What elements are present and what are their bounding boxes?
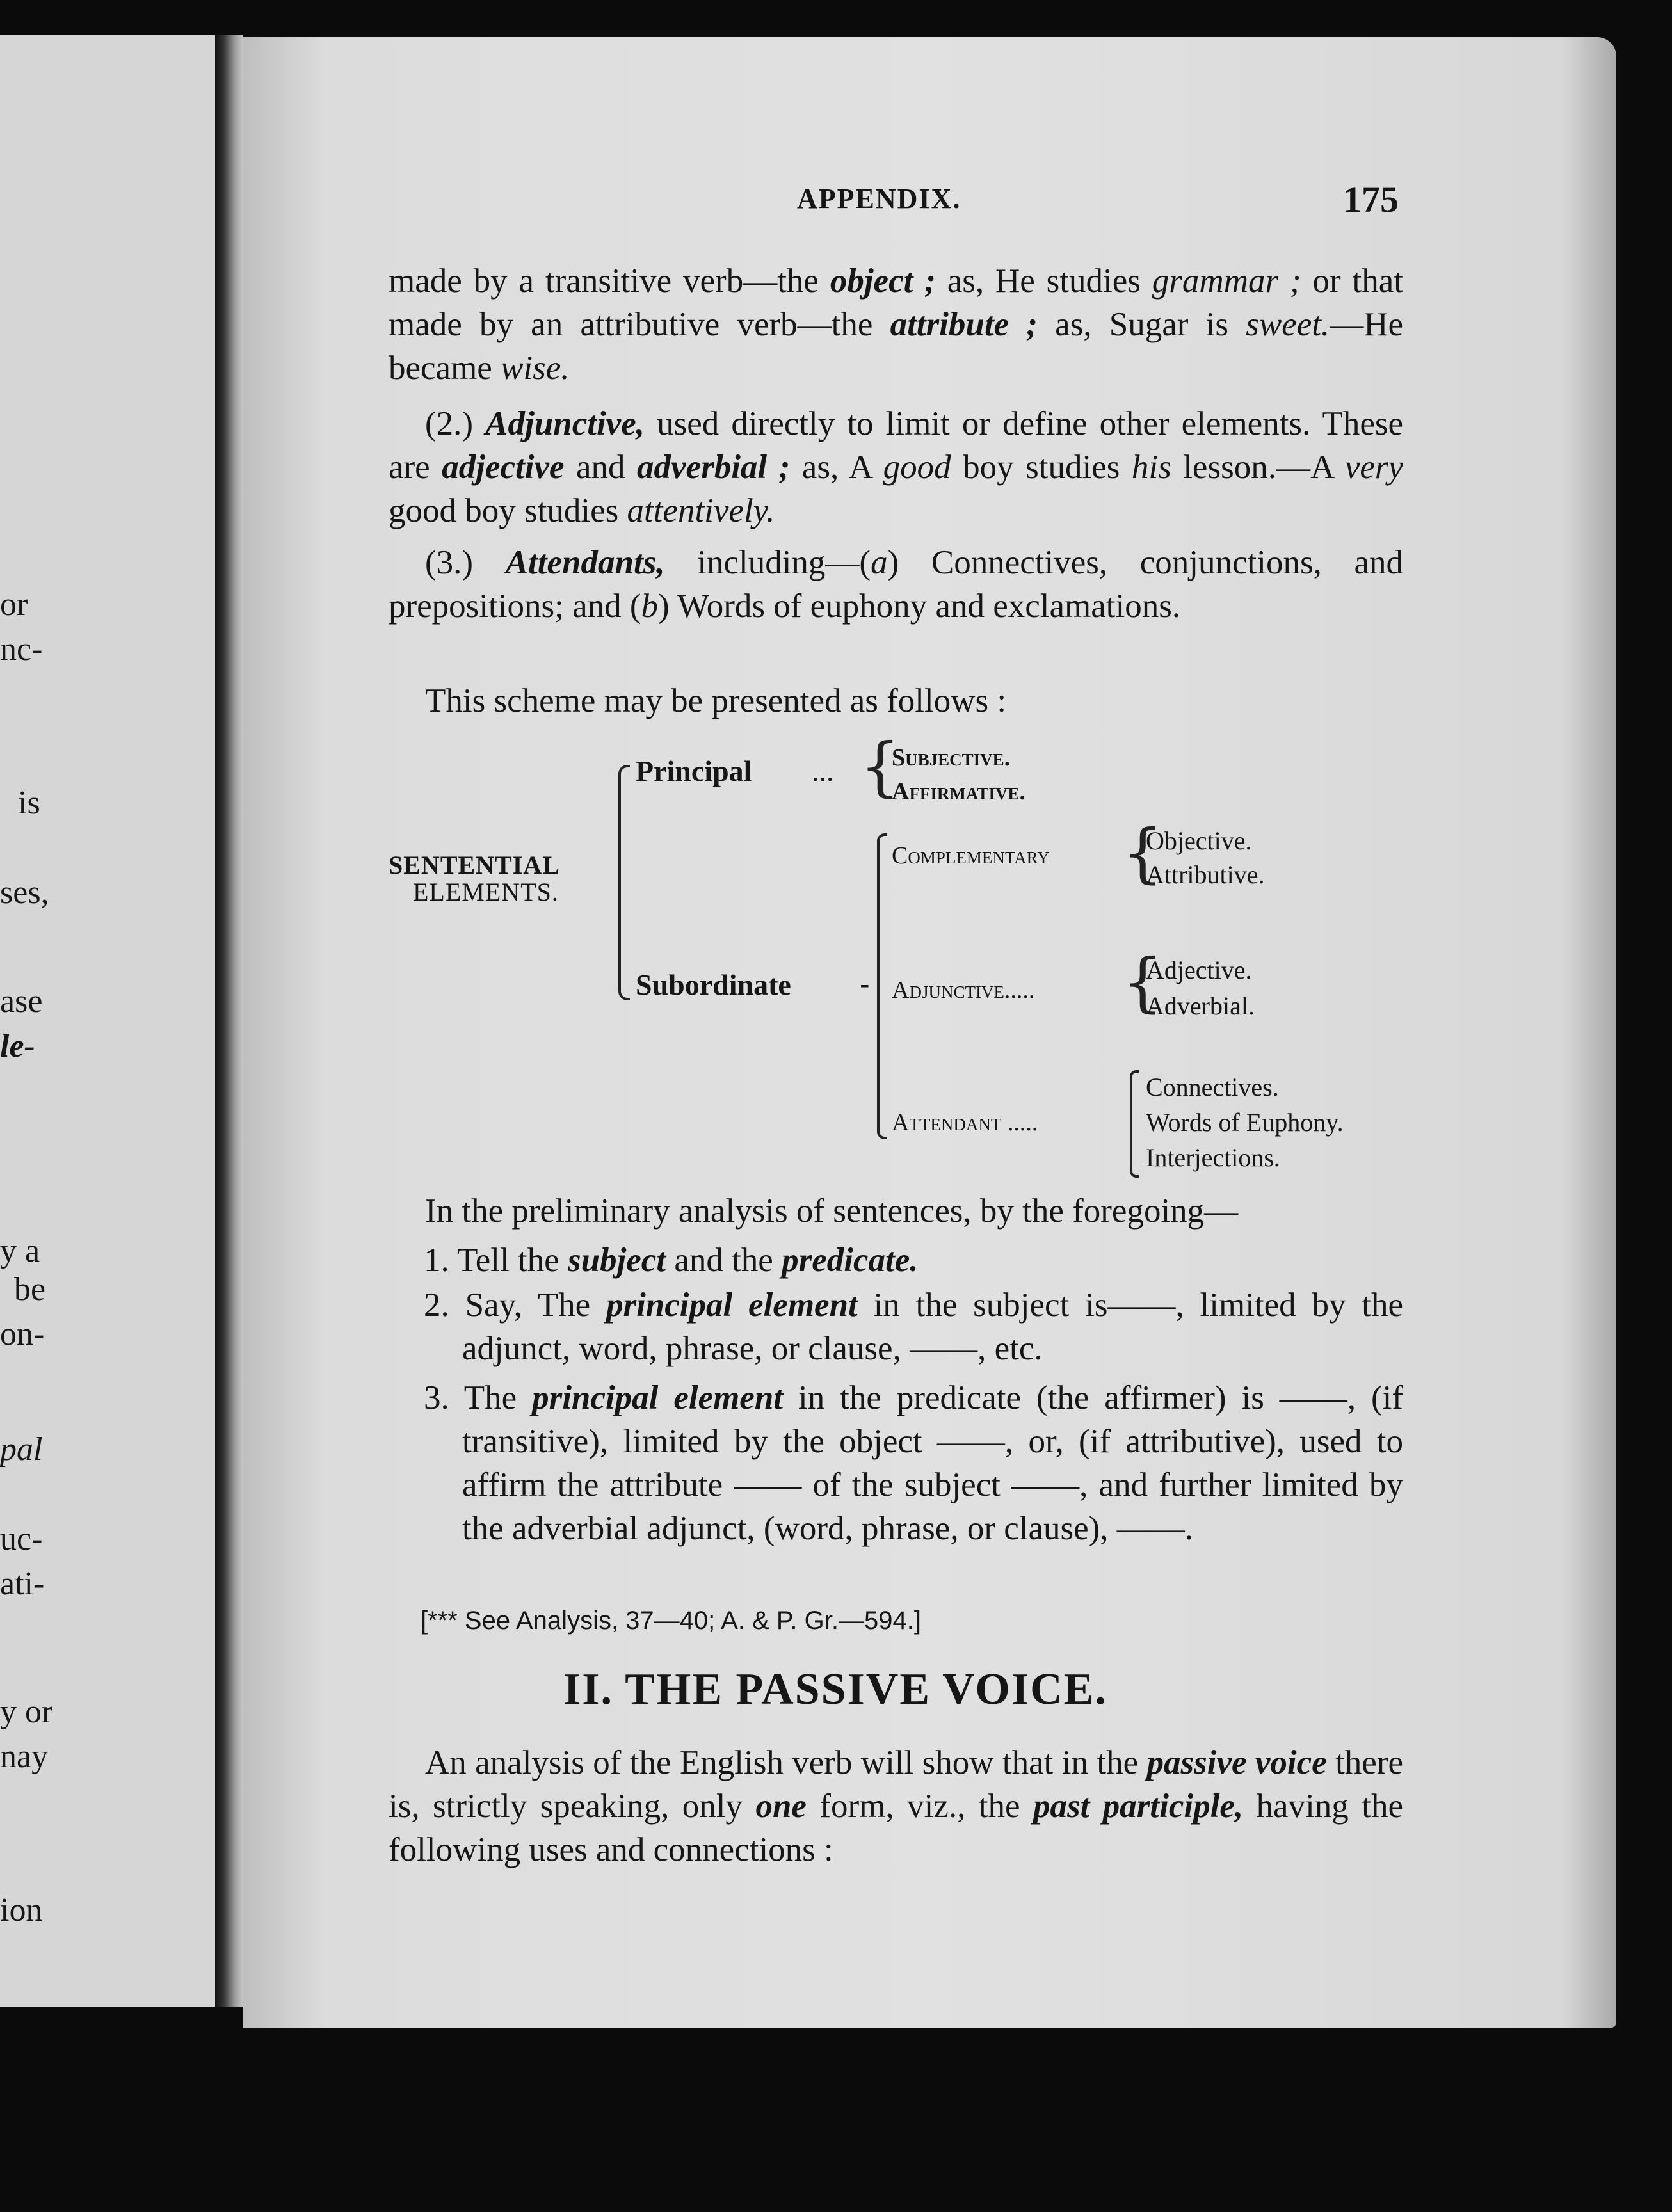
brace-root (618, 765, 630, 1000)
scheme-attendant: Attendant ..... (892, 1109, 1038, 1136)
scheme-principal: Principal (636, 755, 752, 787)
scheme-connectives: Connectives. (1146, 1073, 1279, 1102)
paragraph-passive-voice: An analysis of the English verb will show that in the passive voice there is, strictly speaking, only one form, viz., the past participle, having the following uses and connections : (389, 1744, 1403, 1868)
left-fragment: nc- (0, 631, 43, 668)
scheme-objective: Objective. (1146, 826, 1252, 855)
scheme-subordinate: Subordinate (636, 968, 791, 1001)
running-head: APPENDIX. (797, 183, 961, 214)
left-fragment: ati- (0, 1566, 45, 1602)
scheme-attributive: Attributive. (1146, 860, 1265, 889)
scheme-root-line1: SENTENTIAL (389, 851, 560, 879)
left-fragment: y a (0, 1233, 40, 1269)
left-fragment: nay (0, 1738, 49, 1775)
scheme-complementary: Complementary (892, 842, 1050, 869)
scheme-subordinate-dash: - (860, 966, 870, 1001)
book-gutter (215, 35, 243, 2007)
left-fragment: or (0, 586, 28, 623)
analysis-note: [*** See Analysis, 37—40; A. & P. Gr.—594.] (421, 1607, 921, 1635)
brace-complementary: { (1122, 815, 1163, 890)
scheme-principal-dots: ... (812, 755, 834, 787)
paragraph-object-attribute: made by a transitive verb—the object ; as, He studies grammar ; or that made by an attributive verb—the attribute ; as, Sugar is sweet.—He became wise. (389, 262, 1403, 387)
paragraph-adjunctive: (2.) Adjunctive, used directly to limit or define other elements. These are adjective and adverbial ; as, A good boy studies his lesson.—A very good boy studies attentively. (389, 405, 1404, 529)
brace-subordinate (877, 833, 887, 1139)
scheme-affirmative: Affirmative. (892, 778, 1025, 805)
scheme-intro: This scheme may be presented as follows : (425, 682, 1007, 719)
left-fragment: ses, (0, 874, 49, 911)
scheme-root-line2: ELEMENTS. (413, 878, 559, 906)
left-fragment: is (18, 785, 40, 821)
brace-attendant (1130, 1070, 1139, 1178)
left-fragment: ase (0, 983, 43, 1020)
scheme-subjective: Subjective. (892, 744, 1011, 771)
left-fragment: pal (0, 1431, 43, 1468)
left-fragment: ion (0, 1892, 43, 1928)
analysis-intro: In the preliminary analysis of sentences, by the foregoing— (425, 1192, 1239, 1230)
left-fragment: be (14, 1271, 46, 1308)
list-item: 1. Tell the subject and the predicate. (424, 1242, 919, 1279)
scheme-interjections: Interjections. (1146, 1143, 1280, 1172)
section-heading: II. THE PASSIVE VOICE. (563, 1665, 1107, 1714)
list-item: 3. The principal element in the predicate (the affirmer) is ——, (if transitive), limited by the object ——, or, (if attributive), used to affirm the attribute —— of the subject ——, and further limited by the adverbial adjunct, (word, phrase, or clause), ——. (424, 1379, 1404, 1547)
scheme-adjunctive: Adjunctive..... (892, 977, 1035, 1004)
left-fragment: y or (0, 1694, 53, 1730)
left-fragment: on- (0, 1316, 45, 1352)
left-fragment: le- (0, 1028, 35, 1064)
brace-adjunctive: { (1122, 945, 1163, 1020)
list-item: 2. Say, The principal element in the subject is——, limited by the adjunct, word, phrase, or clause, ——, etc. (424, 1286, 1404, 1367)
paragraph-attendants: (3.) Attendants, including—(a) Connectives, conjunctions, and prepositions; and (b) Words of euphony and exclamations. (389, 544, 1403, 625)
page-number: 175 (1343, 179, 1399, 220)
scheme-adjective: Adjective. (1146, 956, 1252, 984)
left-fragment: uc- (0, 1521, 43, 1557)
left-page-edge (0, 35, 218, 2007)
scheme-adverbial: Adverbial. (1146, 991, 1255, 1020)
scheme-euphony: Words of Euphony. (1146, 1108, 1344, 1137)
brace-principal: { (860, 729, 901, 804)
